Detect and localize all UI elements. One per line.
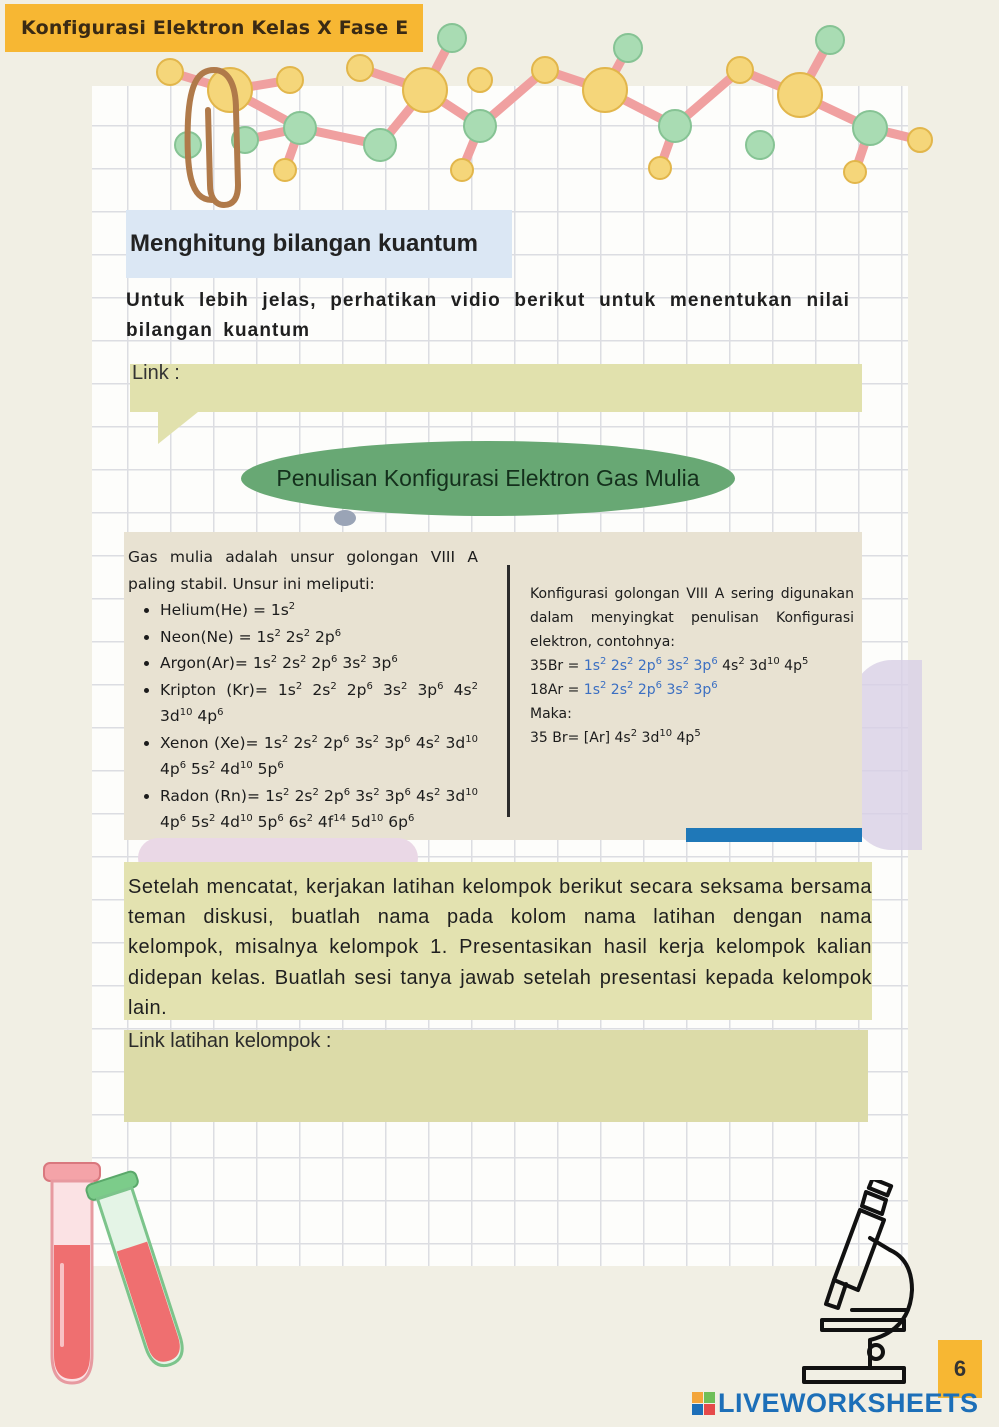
accent-bar bbox=[686, 828, 862, 842]
section-pill-title: Penulisan Konfigurasi Elektron Gas Mulia bbox=[241, 441, 735, 516]
decor-dot bbox=[334, 510, 356, 526]
task-instructions: Setelah mencatat, kerjakan latihan kelompok berikut secara seksama bersama teman diskusi, buatlah nama pada kolom nama latihan dengan nama kelompok, misalnya kelompok 1. Presentasikan hasil kerja kelompok kalian didepan kelas. Buatlah sesi tanya jawab setelah presentasi kepada kelompok lain. bbox=[128, 876, 872, 1019]
liveworksheets-brand[interactable] bbox=[692, 1386, 979, 1420]
decor-shape bbox=[852, 660, 922, 850]
link-label: Link : bbox=[132, 362, 180, 384]
maka-label: Maka: bbox=[530, 706, 572, 722]
list-item: • Neon(Ne) = $1s^2$ $2s^2$ $2p^6$ bbox=[160, 624, 478, 651]
speech-tail bbox=[158, 412, 198, 444]
microscope-icon bbox=[800, 1180, 950, 1390]
link-input-box[interactable] bbox=[130, 364, 862, 412]
intro-text: Untuk lebih jelas, perhatikan vidio berikut untuk menentukan nilai bilangan kuantum bbox=[126, 290, 850, 341]
panel-divider bbox=[507, 565, 510, 817]
brand-text: LIVEWORKSHEETS bbox=[718, 1387, 979, 1418]
test-tubes-icon bbox=[30, 1155, 210, 1395]
list-item: • Helium(He) = $1s^2$ bbox=[160, 597, 478, 624]
list-item: • Kripton $(Kr)= 1s^2$ $2s^2$ $2p^6$ $3s^2$ $3p^6$ $4s^2$ $3d^{10}$ $4p^6$ bbox=[160, 677, 478, 730]
list-item: • Radon $(Rn)= 1s^2$ $2s^2$ $2p^6$ $3s^2$ $3p^6$ $4s^2$ $3d^{10}$ $4p^6$ $5s^2$ $4d^{10}$ $5p^6$ $6s^2$ $4f^{14}$ $5d^{10}$ $6p^6$ bbox=[160, 783, 478, 836]
noble-gas-intro: Gas mulia adalah unsur golongan VIII A paling stabil. Unsur ini meliputi: bbox=[128, 548, 478, 593]
header-title: Konfigurasi Elektron Kelas X Fase E bbox=[5, 4, 423, 52]
shorthand-config bbox=[530, 582, 854, 750]
shorthand-description: Konfigurasi golongan VIII A sering digunakan dalam menyingkat penulisan Konfigurasi elektron, contohnya: bbox=[530, 586, 854, 650]
noble-gas-list bbox=[128, 544, 478, 836]
example-br-short: 35 Br= [Ar] $4s^2$ $3d^{10}$ $4p^5$ bbox=[530, 728, 701, 746]
page-number: 6 bbox=[938, 1340, 982, 1398]
example-ar: $18Ar = 1s^2$ $2s^2$ $2p^6$ $3s^2$ $3p^6$ bbox=[530, 680, 718, 698]
example-br: $35Br = 1s^2$ $2s^2$ $2p^6$ $3s^2$ $3p^6$ $4s^2$ $3d^{10}$ $4p^5$ bbox=[530, 656, 809, 674]
brand-logo-icon bbox=[692, 1392, 715, 1415]
list-item: • Xenon $(Xe)= 1s^2$ $2s^2$ $2p^6$ $3s^2$ $3p^6$ $4s^2$ $3d^{10}$ $4p^6$ $5s^2$ $4d^{10}$ $5p^6$ bbox=[160, 730, 478, 783]
group-link-label: Link latihan kelompok : bbox=[128, 1030, 332, 1052]
list-item: • Argon(Ar)= $1s^2$ $2s^2$ $2p^6$ $3s^2$ $3p^6$ bbox=[160, 650, 478, 677]
section-title: Menghitung bilangan kuantum bbox=[126, 210, 512, 278]
